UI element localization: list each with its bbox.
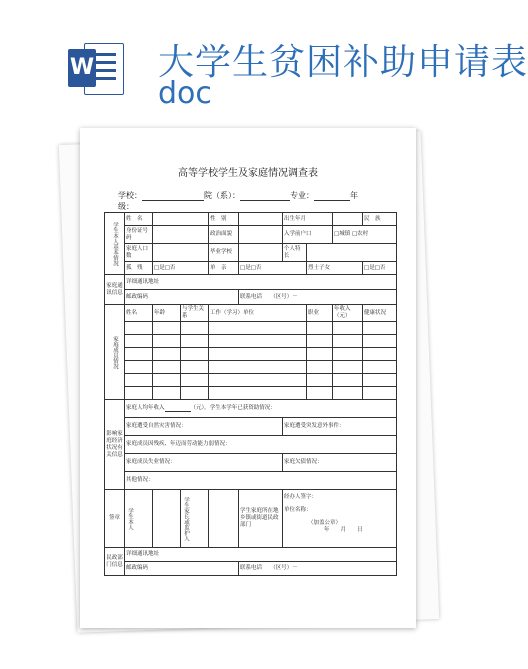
accident-label: 家庭遭受突发意外事件： <box>284 423 345 429</box>
political-value[interactable] <box>239 226 283 244</box>
disability-label: 家庭成员因残疾、年迈而劳动能力弱情况： <box>126 441 231 447</box>
section-economic-factors: 影响家庭经济状况有关信息 <box>105 400 125 490</box>
school-label: 学校： <box>118 191 142 200</box>
id-value[interactable] <box>153 226 209 244</box>
col-occupation: 职业 <box>307 305 333 322</box>
school-line <box>118 190 358 201</box>
section-signature: 签章 <box>105 490 125 548</box>
name-value[interactable] <box>153 213 209 226</box>
family-phone-cell[interactable] <box>239 290 397 305</box>
gender-value[interactable] <box>239 213 283 226</box>
civil-affairs-stamp-cell[interactable] <box>283 490 397 548</box>
hukou-options[interactable]: □城镇 □农村 <box>333 226 397 244</box>
blank-underline <box>240 194 290 201</box>
income-row[interactable] <box>125 400 397 418</box>
income-label: 家庭人均年收入 <box>126 405 165 411</box>
family-address-row[interactable] <box>125 275 397 290</box>
talent-label: 个人特长 <box>283 244 307 262</box>
civil-postcode-label: 邮政编码 <box>126 565 149 571</box>
guardian-sign-cell[interactable] <box>209 490 239 548</box>
yuan-label: （元）。学生本学年已获资助情况： <box>190 405 276 411</box>
form-title: 高等学校学生及家庭情况调查表 <box>178 168 318 179</box>
civil-address-row[interactable] <box>125 548 397 562</box>
talent-value[interactable] <box>307 244 397 262</box>
family-size-label: 家庭人口数 <box>125 244 153 262</box>
student-sign-cell[interactable] <box>153 490 181 548</box>
debt-label: 家庭欠债情况： <box>284 459 323 465</box>
table-row[interactable] <box>105 348 397 361</box>
col-health: 健康状况 <box>363 305 397 322</box>
orphan-options[interactable]: □是□否 <box>153 262 209 275</box>
hukou-label: 入学前户口 <box>283 226 333 244</box>
section-student-basic: 学生本人基本情况 <box>105 213 125 275</box>
single-parent-options[interactable]: □是□否 <box>239 262 307 275</box>
blank-underline <box>142 194 204 201</box>
civil-address-label: 详细通讯地址 <box>126 551 160 557</box>
file-type-label: doc <box>158 76 212 111</box>
family-size-value[interactable] <box>153 244 209 262</box>
family-postcode-cell[interactable] <box>125 290 239 305</box>
martyr-label: 烈士子女 <box>307 262 363 275</box>
gender-label: 性 别 <box>209 213 239 226</box>
disaster-cell[interactable] <box>125 418 283 436</box>
other-label: 其他情况： <box>126 477 154 483</box>
martyr-options[interactable]: □是□否 <box>363 262 397 275</box>
dept-label: 院（系）： <box>204 191 240 200</box>
disaster-label: 家庭遭受自然灾害情况： <box>126 423 187 429</box>
grade-label: 级： <box>118 202 134 211</box>
section-civil-affairs: 民政部门信息 <box>105 548 125 576</box>
col-workplace: 工作（学习）单位 <box>209 305 307 322</box>
section-family-members: 家庭成员情况 <box>105 305 125 400</box>
student-sign-label: 学生本人 <box>125 490 153 548</box>
year-label: 年 <box>350 191 358 200</box>
seal-label: （加盖公章） <box>308 520 342 526</box>
table-row[interactable] <box>105 322 397 335</box>
name-label: 姓 名 <box>125 213 153 226</box>
civil-phone-cell[interactable] <box>239 562 397 576</box>
civil-affairs-label: 学生家庭所在地乡镇或街道民政部门 <box>239 490 283 548</box>
unit-label: 单位名称： <box>284 507 312 513</box>
guardian-sign-label: 学生家长或监护人 <box>181 490 209 548</box>
area-code-label: （区号）－ <box>273 293 298 300</box>
unemployment-label: 家庭成员失业情况： <box>126 459 176 465</box>
accident-cell[interactable] <box>283 418 397 436</box>
grad-school-label: 毕业学校 <box>209 244 239 262</box>
blank-underline <box>165 405 191 412</box>
page-title: 大学生贫困补助申请表 <box>158 42 528 83</box>
birth-value[interactable] <box>333 213 363 226</box>
ethnic-label: 民 族 <box>363 213 397 226</box>
civil-area-code-label: （区号）－ <box>273 565 298 571</box>
table-row[interactable] <box>105 387 397 400</box>
political-label: 政治面貌 <box>209 226 239 244</box>
col-name: 姓名 <box>125 305 153 322</box>
phone-label: 联系电话 <box>240 293 263 300</box>
postcode-label: 邮政编码 <box>126 293 149 300</box>
col-age: 年龄 <box>153 305 181 322</box>
unemployment-cell[interactable] <box>125 454 283 472</box>
date-label: 年 月 日 <box>324 527 363 533</box>
table-row[interactable] <box>105 361 397 374</box>
address-label: 详细通讯地址 <box>126 278 160 285</box>
col-relation: 与学生关系 <box>181 305 209 322</box>
single-parent-label: 单 亲 <box>209 262 239 275</box>
birth-label: 出生年月 <box>283 213 333 226</box>
word-icon <box>66 39 124 97</box>
handler-label: 经办人签字： <box>284 494 318 500</box>
col-income: 年收入（元） <box>333 305 363 322</box>
table-row[interactable] <box>105 374 397 387</box>
document-preview[interactable] <box>80 128 416 628</box>
debt-cell[interactable] <box>283 454 397 472</box>
grad-school-value[interactable] <box>239 244 283 262</box>
civil-phone-label: 联系电话 <box>240 565 263 571</box>
disability-row[interactable] <box>125 436 397 454</box>
survey-form-table <box>104 212 397 576</box>
other-row[interactable] <box>125 472 397 490</box>
id-label: 身份证号码 <box>125 226 153 244</box>
civil-postcode-cell[interactable] <box>125 562 239 576</box>
word-letter-badge: W <box>68 49 96 87</box>
section-family-contact: 家庭通讯信息 <box>105 275 125 305</box>
major-label: 专业： <box>290 191 314 200</box>
orphan-label: 孤 残 <box>125 262 153 275</box>
table-row[interactable] <box>105 335 397 348</box>
blank-underline <box>314 194 350 201</box>
